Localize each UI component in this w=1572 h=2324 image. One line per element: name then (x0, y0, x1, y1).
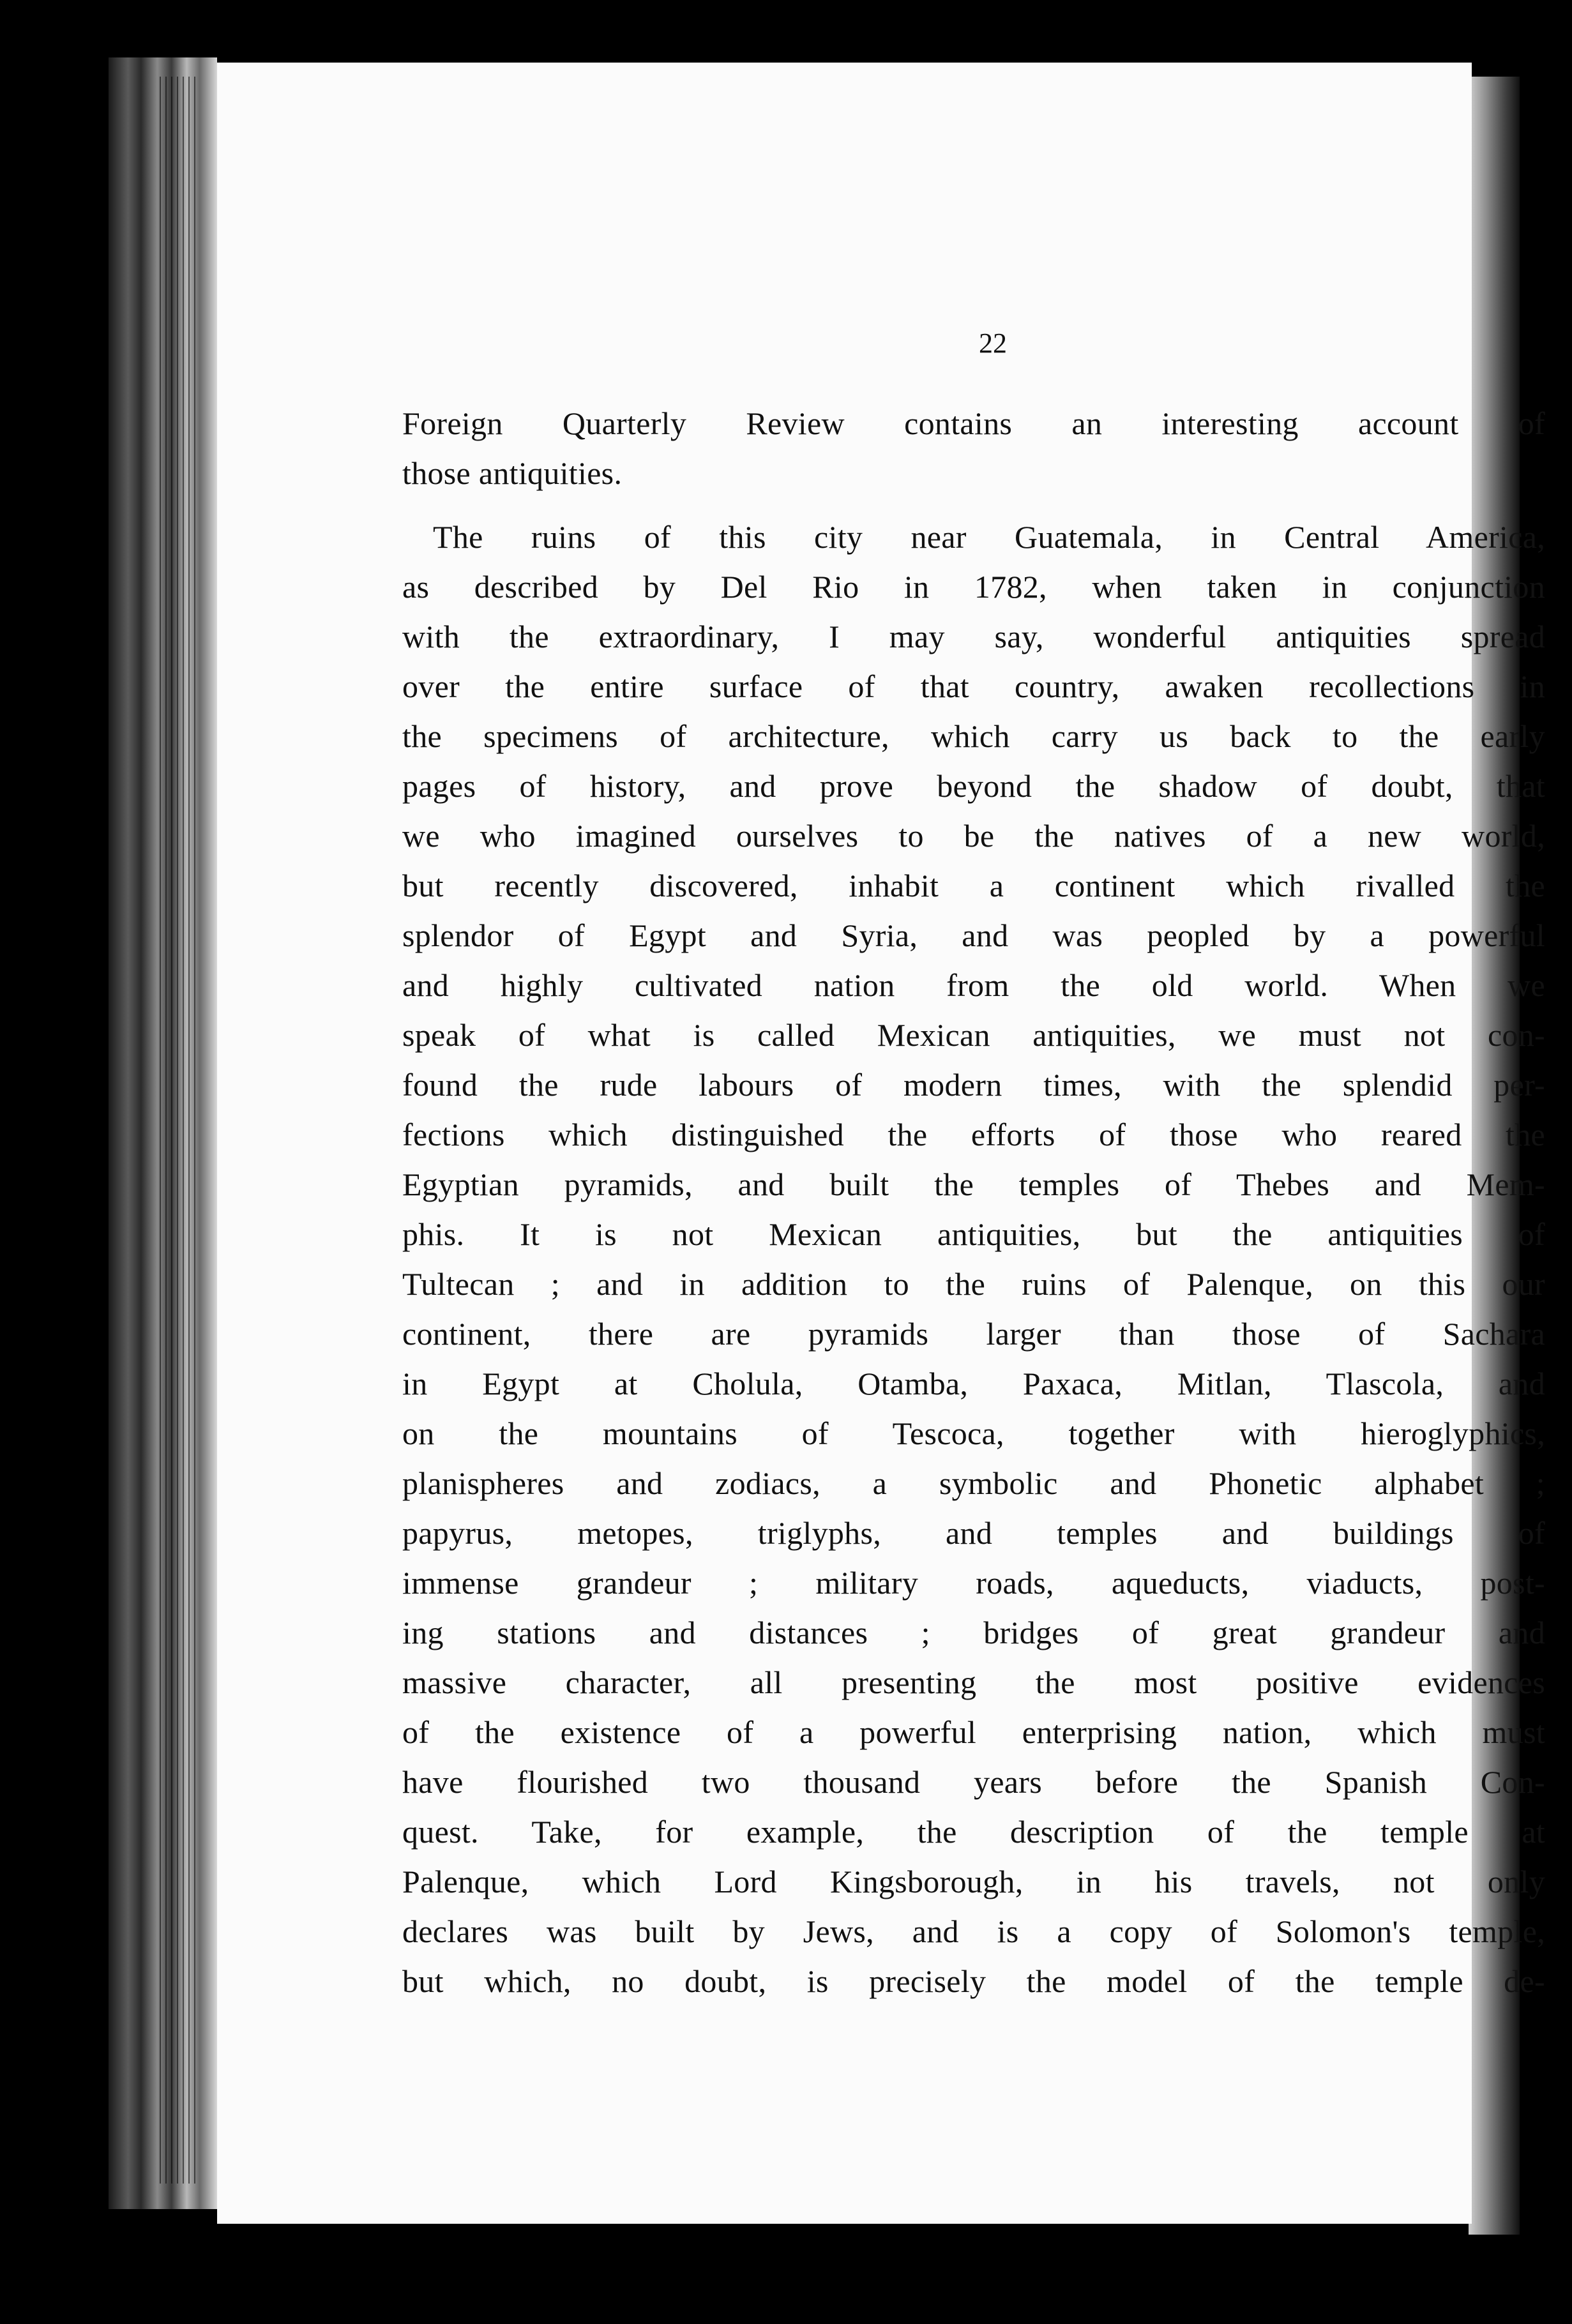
text-line: fections which distinguished the efforts of those who reared the (402, 1117, 1545, 1152)
text-line: those antiquities. (402, 455, 623, 491)
text-line: with the extraordinary, I may say, wonderful antiquities spread (402, 619, 1545, 654)
text-line: phis. It is not Mexican antiquities, but the antiquities of (402, 1216, 1545, 1252)
text-line: Tultecan ; and in addition to the ruins of Palenque, on this our (402, 1266, 1545, 1302)
text-line: we who imagined ourselves to be the natives of a new world, (402, 818, 1545, 854)
text-line: speak of what is called Mexican antiquities, we must not con- (402, 1017, 1545, 1053)
text-line: quest. Take, for example, the description of the temple at (402, 1814, 1545, 1850)
text-line: massive character, all presenting the most positive evidences (402, 1664, 1545, 1700)
text-line: the specimens of architecture, which carry us back to the early (402, 718, 1545, 754)
page-number: 22 (979, 328, 1007, 359)
text-line: papyrus, metopes, triglyphs, and temples and buildings of (402, 1515, 1545, 1551)
text-line: Palenque, which Lord Kingsborough, in his travels, not only (402, 1864, 1545, 1899)
text-line: Egyptian pyramids, and built the temples of Thebes and Mem- (402, 1166, 1545, 1202)
text-line: over the entire surface of that country, awaken recollections in (402, 668, 1545, 704)
book-page (217, 63, 1545, 2224)
paragraph-2 (402, 512, 1545, 2006)
text-line: in Egypt at Cholula, Otamba, Paxaca, Mitlan, Tlascola, and (402, 1366, 1545, 1401)
text-line: immense grandeur ; military roads, aqueducts, viaducts, post- (402, 1565, 1545, 1601)
page-text (402, 324, 1545, 2006)
text-line: on the mountains of Tescoca, together with hieroglyphics, (402, 1415, 1545, 1451)
text-line: have flourished two thousand years before the Spanish Con- (402, 1764, 1545, 1800)
text-line: and highly cultivated nation from the old world. When we (402, 967, 1545, 1003)
text-line: pages of history, and prove beyond the shadow of doubt, that (402, 768, 1545, 804)
text-line: ing stations and distances ; bridges of great grandeur and (402, 1615, 1545, 1650)
text-line: declares was built by Jews, and is a copy of Solomon's temple, (402, 1913, 1545, 1949)
paragraph-1 (402, 398, 1545, 498)
text-line: but recently discovered, inhabit a continent which rivalled the (402, 868, 1545, 903)
text-line: but which, no doubt, is precisely the model of the temple de- (402, 1963, 1545, 1999)
text-line: continent, there are pyramids larger than those of Sachara (402, 1316, 1545, 1352)
text-line: planispheres and zodiacs, a symbolic and Phonetic alphabet ; (402, 1465, 1545, 1501)
text-line: of the existence of a powerful enterprising nation, which must (402, 1714, 1545, 1750)
text-line: found the rude labours of modern times, with the splendid per- (402, 1067, 1545, 1103)
text-line: Foreign Quarterly Review contains an interesting account of (402, 405, 1545, 441)
text-line: The ruins of this city near Guatemala, in Central America, (433, 519, 1545, 555)
text-line: splendor of Egypt and Syria, and was peopled by a powerful (402, 917, 1545, 953)
page-edges (160, 77, 198, 2184)
text-line: as described by Del Rio in 1782, when taken in conjunction (402, 569, 1545, 605)
